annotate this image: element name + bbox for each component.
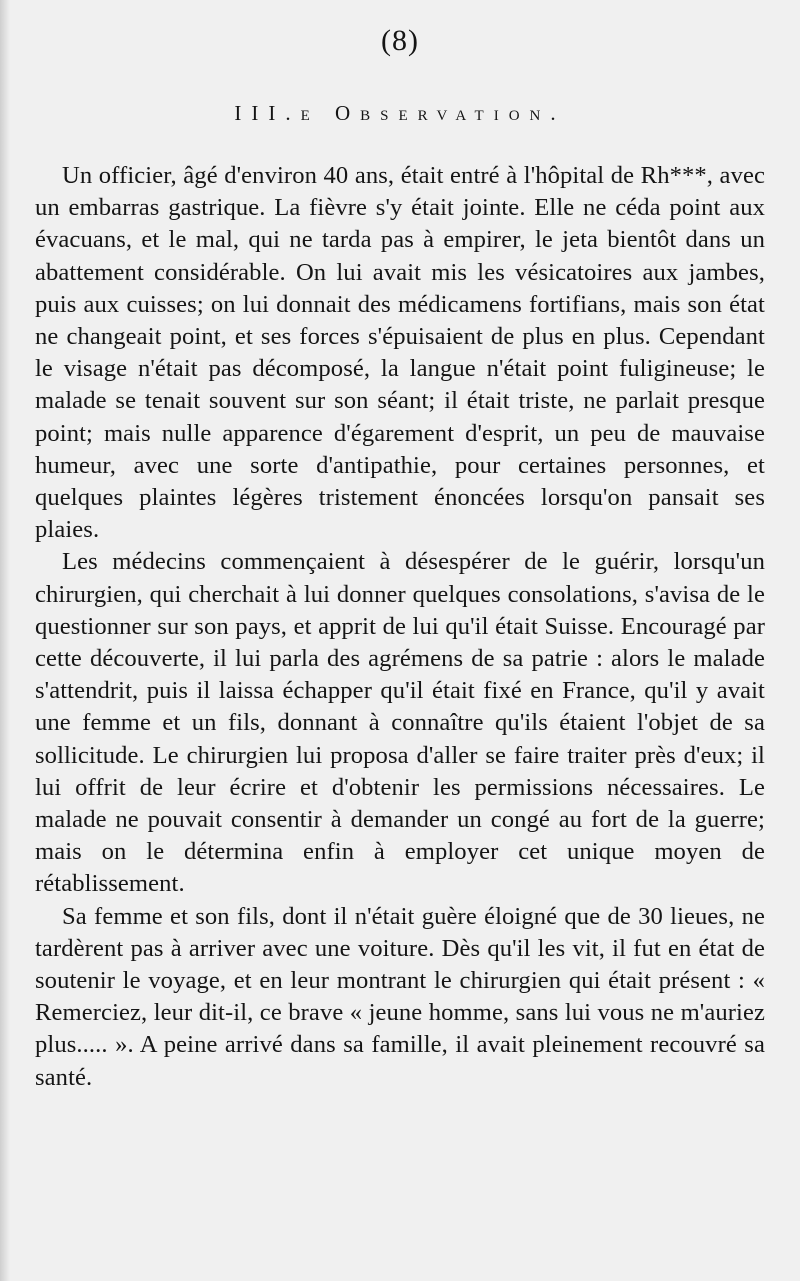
paragraph-3: Sa femme et son fils, dont il n'était guère éloigné que de 30 lieues, ne tardèrent pas à arriver avec une voiture. Dès qu'il les vit, il fut en état de soutenir le voyage, et en leur montrant le chirurgien qui était présent : « Remerciez, leur dit-il, ce brave « jeune homme, sans lui vous ne m'auriez plus..... ». A peine arrivé dans sa famille, il avait pleinement recouvré sa santé.: [35, 902, 765, 1091]
section-heading: III.e Observation.: [234, 101, 566, 125]
paragraph-2: Les médecins commençaient à désespérer de le guérir, lorsqu'un chirurgien, qui cherchait à lui donner quelques consolations, s'avisa de le questionner sur son pays, et apprit de lui qu'il était Suisse. Encouragé par cette découverte, il lui parla des agrémens de sa patrie : alors le malade s'attendrit, puis il laissa échapper qu'il était fixé en France, qu'il y avait une femme et un fils, donnant à connaître qu'ils étaient l'objet de sa sollicitude. Le chirurgien lui proposa d'aller se faire traiter près d'eux; il lui offrit de leur écrire et d'obtenir les permissions nécessaires. Le malade ne pouvait consentir à demander un congé au fort de la guerre; mais on le détermina enfin à employer cet unique moyen de rétablissement.: [35, 548, 765, 898]
paragraph-1: Un officier, âgé d'environ 40 ans, était entré à l'hôpital de Rh***, avec un embarras gastrique. La fièvre s'y était jointe. Elle ne céda point aux évacuans, et le mal, qui ne tarda pas à empirer, le jeta bientôt dans un abattement considérable. On lui avait mis les vésicatoires aux jambes, puis aux cuisses; on lui donnait des médicamens fortifians, mais son état ne changeait point, et ses forces s'épuisaient de plus en plus. Cependant le visage n'était pas décomposé, la langue n'était point fuligineuse; le malade se tenait souvent sur son séant; il était triste, ne parlait presque point; mais nulle apparence d'égarement d'esprit, un peu de mauvaise humeur, avec une sorte d'antipathie, pour certaines personnes, et quelques plaintes légères tristement énoncées lorsqu'on pansait ses plaies.: [35, 162, 765, 544]
page-number: (8): [381, 24, 419, 57]
body-text: [35, 160, 765, 1094]
